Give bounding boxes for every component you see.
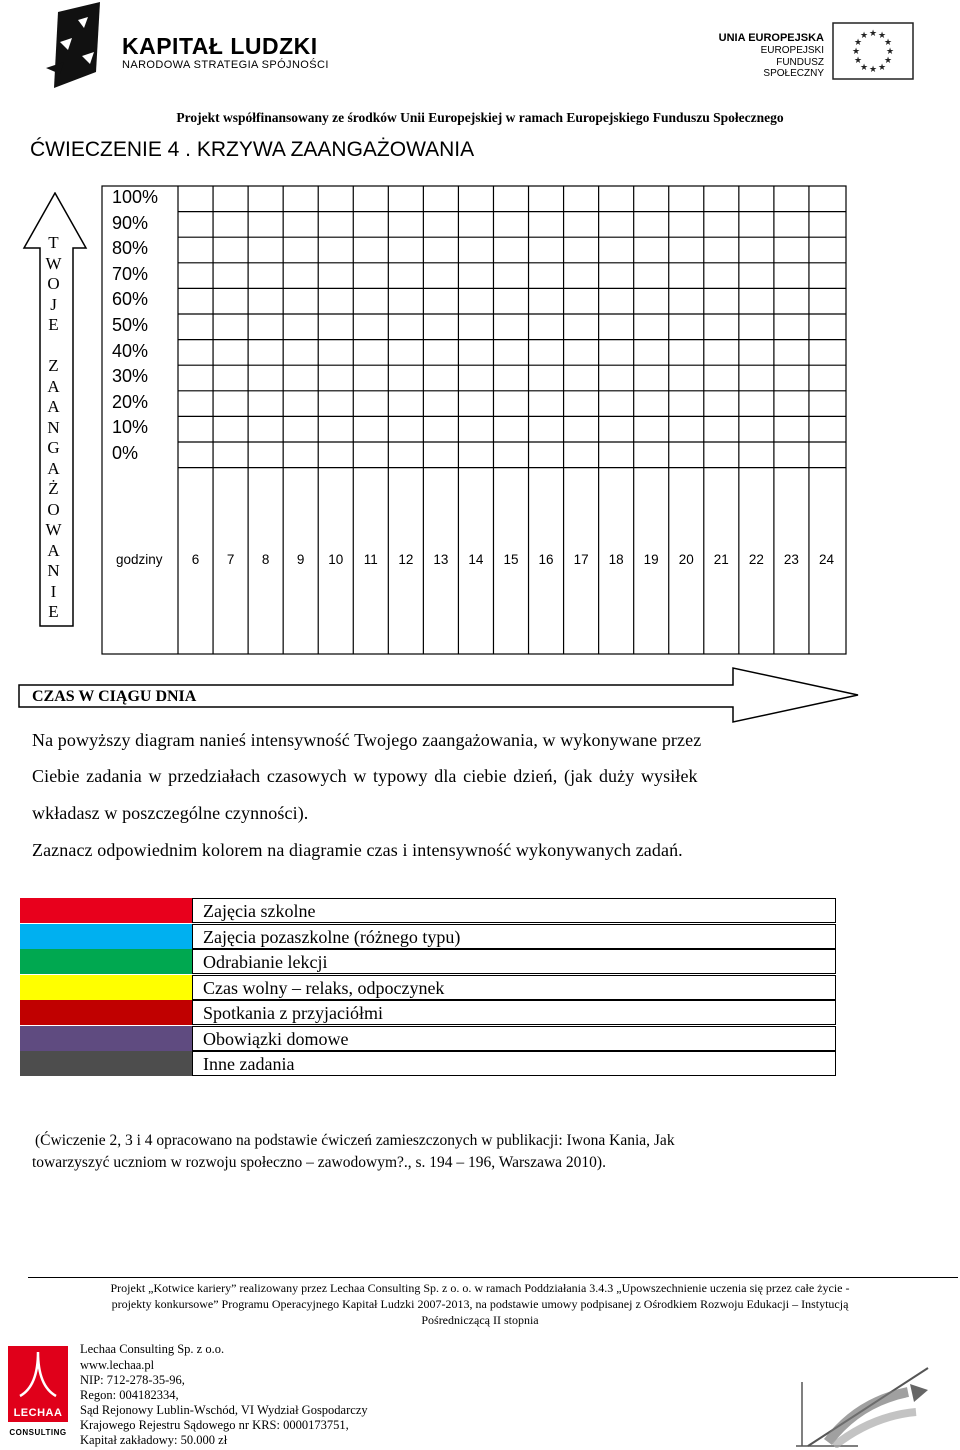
company-krs: Krajowego Rejestru Sądowego nr KRS: 0000173751, [80, 1418, 349, 1432]
svg-text:★: ★ [859, 30, 869, 40]
percent-label: 70% [112, 263, 149, 284]
percent-label: 30% [112, 366, 149, 387]
percent-label: 90% [112, 212, 149, 233]
arrow-letter: W [45, 520, 62, 539]
arrow-letter: E [48, 602, 59, 621]
hour-label: 9 [296, 552, 305, 567]
hour-label: 19 [643, 552, 659, 567]
source-note-line-1: (Ćwiczenie 2, 3 i 4 opracowano na podstawie ćwiczeń zamieszczonych w publikacji: Iwona Kania, Jak [35, 1132, 675, 1149]
hour-label: 11 [363, 552, 378, 567]
lechaa-logo [8, 1346, 68, 1422]
eu-label: UNIA EUROPEJSKA [718, 32, 824, 44]
hour-label: 13 [433, 552, 449, 567]
svg-text:★: ★ [853, 37, 863, 47]
legend-row [20, 949, 838, 974]
legend-color-swatch [20, 898, 192, 923]
legend-color-swatch [20, 975, 192, 1000]
svg-text:★: ★ [868, 28, 878, 38]
svg-text:★: ★ [853, 55, 863, 65]
hour-label: 23 [783, 552, 799, 567]
percent-label: 60% [112, 289, 149, 310]
hours-axis-label: godziny [116, 552, 163, 567]
legend-row [20, 898, 838, 923]
hour-label: 15 [503, 552, 519, 567]
svg-text:★: ★ [859, 62, 869, 72]
legend-label: Spotkania z przyjaciółmi [192, 1000, 836, 1025]
arrow-letter: O [47, 274, 60, 293]
kapital-ludzki-logo [38, 2, 118, 90]
company-www[interactable]: www.lechaa.pl [80, 1358, 155, 1372]
legend-row [20, 924, 838, 949]
percent-label: 10% [112, 417, 149, 438]
arrow-letter: G [47, 438, 60, 457]
company-capital: Kapitał zakładowy: 50.000 zł [80, 1433, 228, 1447]
hour-label: 12 [398, 552, 414, 567]
hour-label: 18 [608, 552, 624, 567]
company-name: Lechaa Consulting Sp. z o.o. [80, 1342, 225, 1356]
svg-text:★: ★ [877, 62, 887, 72]
instruction-line-4: Zaznacz odpowiednim kolorem na diagramie czas i intensywność wykonywanych zadań. [32, 840, 683, 860]
legend-label: Inne zadania [192, 1051, 836, 1076]
lechaa-logo-subtitle: CONSULTING [9, 1428, 67, 1437]
instruction-line-2: Ciebie zadania w przedziałach czasowych w typowy dla ciebie dzień, (jak duży wysiłek [32, 766, 698, 786]
percent-label: 20% [112, 391, 149, 412]
company-regon: Regon: 004182334, [80, 1388, 179, 1402]
hour-label: 14 [468, 552, 484, 567]
hour-label: 16 [538, 552, 554, 567]
arrow-letter: A [47, 376, 60, 396]
arrow-letter: A [47, 397, 60, 416]
legend-color-swatch [20, 1051, 192, 1076]
company-court: Sąd Rejonowy Lublin-Wschód, VI Wydział Gospodarczy [80, 1403, 368, 1417]
eu-fund-label-2: FUNDUSZ SPOŁECZNY [763, 57, 824, 79]
source-note [32, 1130, 812, 1174]
lechaa-logo-icon [8, 1346, 68, 1402]
arrow-letter: Ż [48, 479, 59, 498]
hour-label: 24 [818, 552, 834, 567]
legend-row [20, 1026, 838, 1051]
source-note-line-2: towarzyszyć uczniom w rozwoju społeczno – zawodowym?., s. 194 – 196, Warszawa 2010). [32, 1154, 606, 1171]
legend-label: Zajęcia szkolne [192, 898, 836, 923]
arrow-letter: Z [48, 356, 59, 375]
legend-row [20, 1000, 838, 1025]
footer-divider [28, 1277, 958, 1278]
arrow-letter: A [47, 458, 60, 478]
arrow-letter: W [45, 253, 62, 273]
legend-color-swatch [20, 1000, 192, 1025]
hour-label: 8 [261, 552, 270, 567]
growth-graphic-icon [788, 1362, 938, 1448]
svg-text:★: ★ [883, 55, 893, 65]
legend-label: Czas wolny – relaks, odpoczynek [192, 975, 836, 1000]
legend-row [20, 975, 838, 1000]
hour-label: 6 [191, 552, 200, 567]
arrow-letter: E [48, 315, 59, 334]
legend-label: Odrabianie lekcji [192, 949, 836, 974]
legend-color-swatch [20, 949, 192, 974]
svg-text:★: ★ [868, 64, 878, 74]
percent-label: 0% [112, 443, 139, 463]
footer-line-3: Pośredniczącą II stopnia [421, 1313, 539, 1327]
legend-row [20, 1051, 838, 1076]
project-footer [20, 1280, 940, 1328]
hour-label: 21 [713, 552, 729, 567]
program-subtitle: NARODOWA STRATEGIA SPÓJNOŚCI [122, 59, 329, 71]
hour-label: 10 [328, 552, 344, 567]
percent-label: 40% [112, 340, 149, 361]
hour-label: 7 [226, 552, 235, 567]
hour-label: 22 [748, 552, 764, 567]
arrow-letter: J [50, 294, 57, 314]
program-title: KAPITAŁ LUDZKI [122, 33, 318, 59]
svg-text:★: ★ [883, 37, 893, 47]
footer-line-1: Projekt „Kotwice kariery” realizowany przez Lechaa Consulting Sp. z o. o. w ramach Poddziałania 3.4.3 „Upowszechnienie uczenia się przez całe życie - [110, 1281, 850, 1295]
hour-label: 20 [678, 552, 694, 567]
arrow-letter: O [47, 499, 60, 519]
hour-label: 17 [573, 552, 589, 567]
percent-label: 100% [112, 187, 159, 207]
cofinance-note: Projekt współfinansowany ze środków Unii Europejskiej w ramach Europejskiego Funduszu Społecznego [176, 110, 784, 125]
instruction-line-1: Na powyższy diagram nanieś intensywność Twojego zaangażowania, w wykonywane przez [32, 730, 702, 750]
arrow-letter: N [47, 417, 60, 437]
arrow-letter: T [48, 233, 59, 252]
arrow-letter: N [47, 561, 60, 580]
arrow-letter: A [47, 540, 60, 560]
eu-fund-label-1: EUROPEJSKI [760, 45, 824, 56]
instruction-line-3: wkładasz w poszczególne czynności). [32, 803, 309, 823]
svg-text:★: ★ [885, 46, 895, 56]
percent-label: 80% [112, 238, 149, 259]
exercise-title: ĆWIECZENIE 4 . KRZYWA ZAANGAŻOWANIA [30, 138, 475, 161]
company-nip: NIP: 712-278-35-96, [80, 1373, 185, 1387]
time-axis-caption: CZAS W CIĄGU DNIA [32, 688, 197, 705]
svg-text:★: ★ [877, 30, 887, 40]
legend-label: Zajęcia pozaszkolne (różnego typu) [192, 924, 836, 949]
legend-color-swatch [20, 1026, 192, 1051]
arrow-letter: I [50, 581, 57, 601]
percent-label: 50% [112, 315, 149, 335]
eu-flag-icon [832, 22, 914, 80]
color-legend [20, 898, 838, 1077]
svg-text:★: ★ [851, 46, 861, 56]
engagement-chart-grid [100, 184, 850, 656]
footer-line-2: projekty konkursowe” Programu Operacyjnego Kapitał Ludzki 2007-2013, na podstawie umowy podpisanej z Ośrodkiem Rozwoju Edukacji – Instytucją [111, 1297, 849, 1311]
legend-color-swatch [20, 924, 192, 949]
legend-label: Obowiązki domowe [192, 1026, 836, 1051]
lechaa-logo-text: LECHAA [13, 1407, 63, 1419]
